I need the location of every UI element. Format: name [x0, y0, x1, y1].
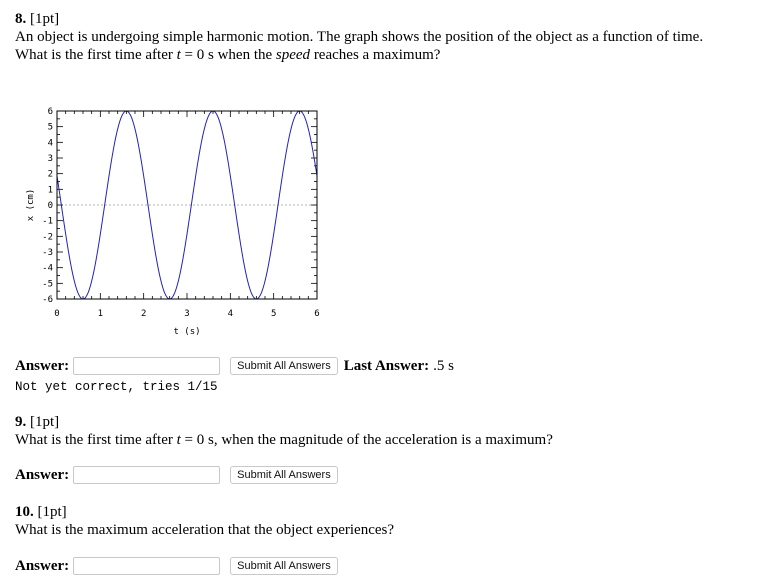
y-tick-label: -6	[42, 295, 53, 305]
question-8-text-line2	[15, 46, 703, 64]
question-10-header	[15, 503, 394, 521]
y-tick-label: 2	[47, 169, 53, 180]
x-tick-label: 1	[97, 309, 104, 319]
q8-answer-row	[15, 356, 454, 376]
q9-answer-input[interactable]	[73, 466, 220, 484]
text-part: What is the first time after	[15, 47, 177, 63]
speed-word: speed	[275, 47, 311, 63]
y-tick-label: 0	[47, 201, 53, 211]
chart-svg	[0, 100, 340, 345]
x-tick-label: 0	[54, 309, 60, 319]
question-9	[15, 413, 553, 449]
text-part: = 0 s, when the magnitude of the acceleration is a maximum?	[180, 432, 553, 448]
q8-answer-input[interactable]	[73, 357, 220, 375]
y-tick-label: -5	[42, 279, 53, 290]
y-axis-label: x (cm)	[26, 188, 36, 222]
q10-submit-button[interactable]: Submit All Answers	[230, 557, 338, 575]
q10-answer-input[interactable]	[73, 557, 220, 575]
y-tick-label: 4	[47, 138, 53, 149]
question-points: [1pt]	[30, 11, 60, 27]
answer-label: Answer:	[15, 357, 70, 374]
y-tick-label: -2	[42, 232, 53, 243]
q8-status-text: Not yet correct, tries 1/15	[15, 380, 218, 394]
text-part: What is the first time after	[15, 432, 177, 448]
text-part: reaches a maximum?	[310, 47, 441, 63]
y-tick-label: 6	[47, 107, 53, 117]
question-number: 8.	[15, 11, 27, 27]
x-tick-label: 6	[314, 309, 320, 319]
answer-label: Answer:	[15, 466, 70, 483]
t-variable: t	[176, 47, 181, 63]
q9-answer-row	[15, 465, 338, 485]
question-number: 9.	[15, 414, 27, 430]
q8-submit-button[interactable]: Submit All Answers	[230, 357, 338, 375]
question-9-header	[15, 413, 553, 431]
question-points: [1pt]	[37, 504, 67, 520]
y-tick-label: -4	[42, 263, 53, 274]
x-tick-label: 4	[227, 309, 234, 319]
question-8-header	[15, 10, 703, 28]
question-number: 10.	[15, 504, 34, 520]
question-8	[15, 10, 703, 64]
y-tick-label: 1	[47, 185, 53, 196]
y-tick-label: 3	[47, 154, 53, 164]
q10-answer-row	[15, 556, 338, 576]
question-9-text	[15, 431, 553, 449]
text-part: = 0 s when the	[180, 47, 276, 63]
y-tick-label: -3	[42, 248, 53, 258]
question-points: [1pt]	[30, 414, 60, 430]
x-tick-label: 2	[140, 309, 147, 319]
question-10-text: What is the maximum acceleration that the object experiences?	[15, 522, 394, 538]
x-axis-label: t (s)	[173, 327, 201, 337]
question-10	[15, 503, 394, 539]
last-answer-value: .5 s	[433, 357, 454, 374]
y-tick-label: 5	[47, 122, 53, 133]
last-answer-label: Last Answer:	[343, 357, 430, 374]
y-tick-label: -1	[42, 216, 53, 227]
t-variable: t	[176, 432, 181, 448]
q9-submit-button[interactable]: Submit All Answers	[230, 466, 338, 484]
x-tick-label: 5	[270, 309, 277, 319]
answer-label: Answer:	[15, 557, 70, 574]
question-8-text-line1: An object is undergoing simple harmonic motion. The graph shows the position of the object as a function of time.	[15, 29, 704, 45]
position-time-graph	[0, 100, 340, 350]
x-tick-label: 3	[184, 309, 190, 319]
